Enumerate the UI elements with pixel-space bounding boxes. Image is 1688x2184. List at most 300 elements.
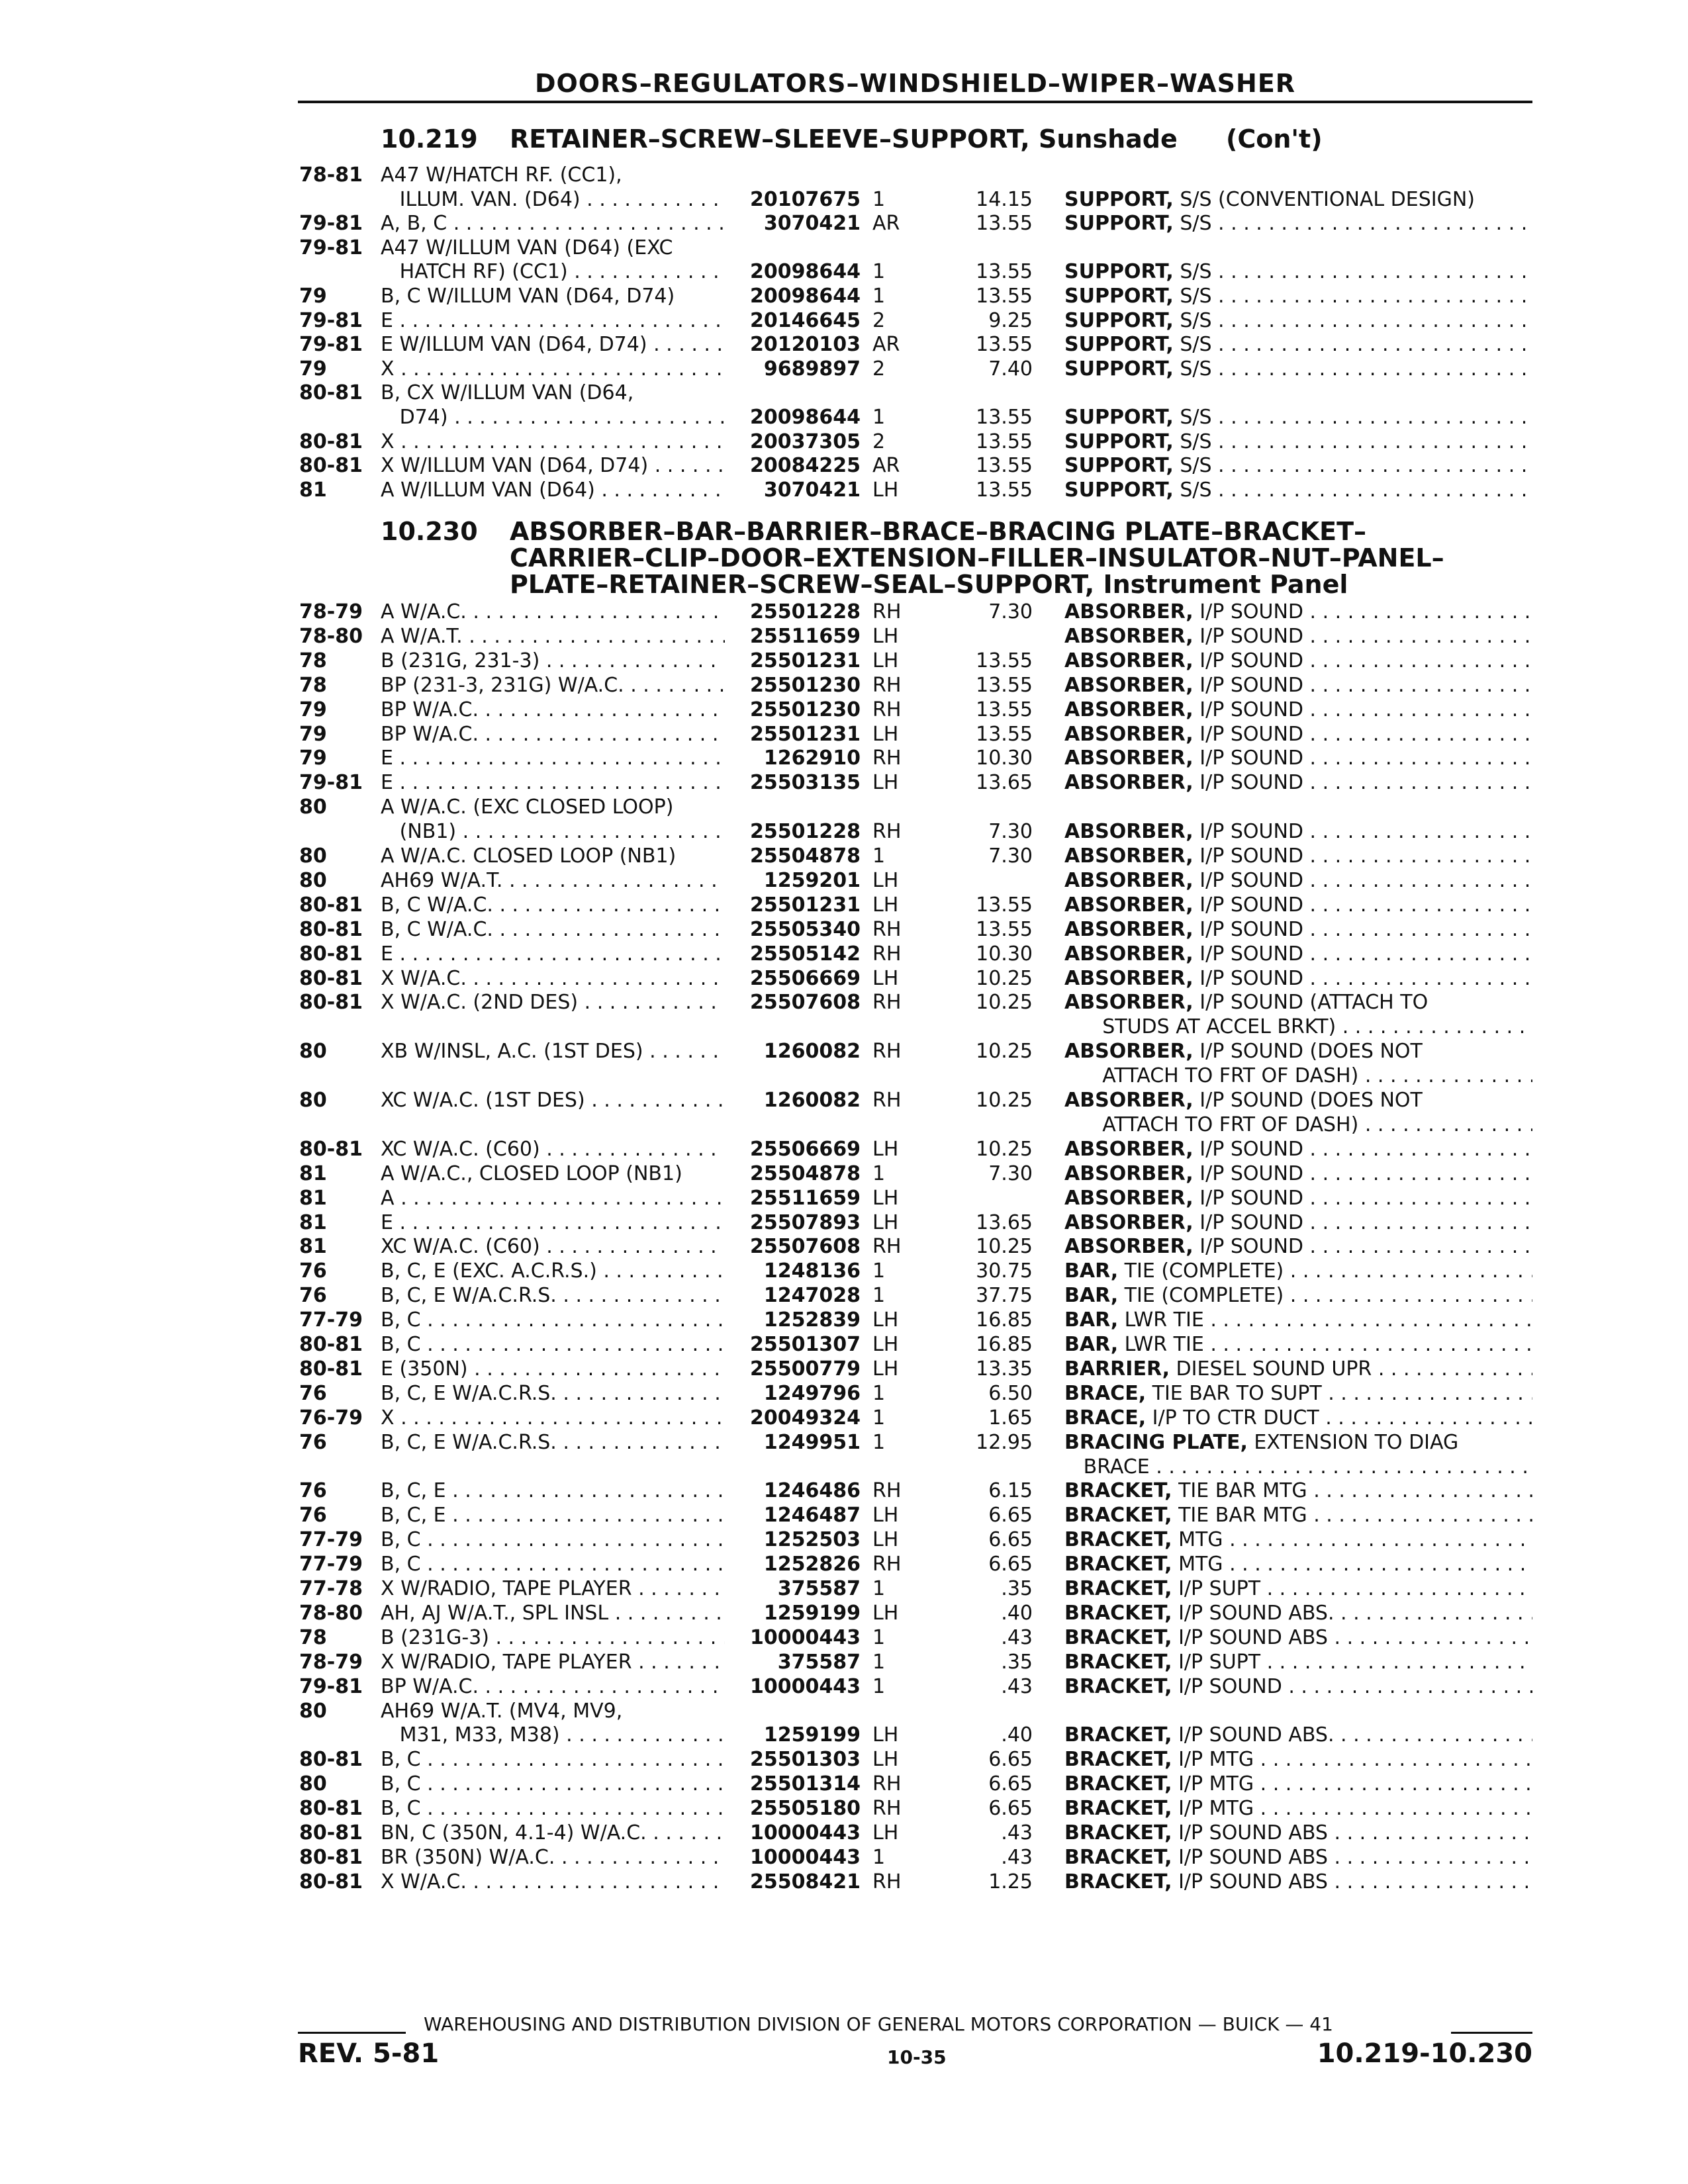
year-cell: 76 <box>299 1284 327 1308</box>
part-description: EXTENSION TO DIAG <box>1247 1430 1459 1454</box>
part-name: SUPPORT, <box>1064 430 1174 453</box>
part-name: BRACKET, <box>1064 1553 1172 1576</box>
quantity-cell: 1 <box>872 1284 886 1308</box>
price-cell: 13.55 <box>976 285 1033 308</box>
year-cell: 80 <box>299 844 327 868</box>
table-row <box>0 942 1688 966</box>
description-cell <box>1064 1088 1532 1113</box>
part-description: S/S <box>1173 430 1212 453</box>
part-name: ABSORBER, <box>1064 722 1194 746</box>
year-cell: 79-81 <box>299 771 363 795</box>
table-row <box>0 381 1688 405</box>
part-number-cell: 25501231 <box>750 893 861 917</box>
part-name: BRACKET, <box>1064 1772 1172 1796</box>
model-cell: M31, M33, M38) . . . <box>381 1723 725 1747</box>
quantity-cell: LH <box>872 771 899 795</box>
part-name: BAR, <box>1064 1284 1119 1308</box>
price-cell: 6.65 <box>988 1772 1033 1796</box>
model-cell: A, B, C . . . <box>381 211 725 236</box>
year-cell: 79-81 <box>299 212 363 236</box>
year-cell: 81 <box>299 1235 327 1259</box>
description-cell <box>1064 1625 1532 1650</box>
year-cell: 80-81 <box>299 381 363 405</box>
year-cell: 76 <box>299 1479 327 1503</box>
quantity-cell: LH <box>872 1821 899 1844</box>
quantity-cell: LH <box>872 1723 899 1747</box>
quantity-cell: AR <box>872 454 900 478</box>
quantity-cell: RH <box>872 820 902 844</box>
part-description: I/P SOUND <box>1193 624 1303 648</box>
price-cell: 6.65 <box>988 1528 1033 1552</box>
description-cell <box>1064 893 1532 917</box>
model-cell: B, C, E W/A.C.R.S. . . . <box>381 1430 725 1455</box>
part-name: ABSORBER, <box>1064 1210 1194 1234</box>
part-name: BRACKET, <box>1064 1650 1172 1674</box>
part-name: BRACKET, <box>1064 1577 1172 1600</box>
year-cell: 79-81 <box>299 308 363 332</box>
year-cell: 80-81 <box>299 991 363 1015</box>
description-cell <box>1064 187 1532 212</box>
year-cell: 80-81 <box>299 1797 363 1821</box>
part-name: BRACKET, <box>1064 1748 1172 1772</box>
price-cell: .43 <box>1001 1674 1033 1698</box>
part-description: I/P SOUND <box>1172 1674 1282 1698</box>
price-cell: 6.65 <box>988 1553 1033 1576</box>
year-cell: 79 <box>299 285 327 308</box>
part-description: I/P SOUND <box>1193 747 1303 770</box>
table-row <box>0 236 1688 260</box>
model-cell: X W/RADIO, TAPE PLAYER . . . <box>381 1576 725 1601</box>
price-cell: 13.55 <box>976 478 1033 502</box>
year-cell: 78-79 <box>299 1650 363 1674</box>
model-cell: B, C . . . <box>381 1796 725 1821</box>
description-cell <box>1064 1796 1532 1821</box>
table-row <box>0 1186 1688 1210</box>
quantity-cell: LH <box>872 1528 899 1552</box>
model-cell: A W/A.C. . . . <box>381 600 725 624</box>
price-cell: 10.30 <box>976 942 1033 966</box>
price-cell: .43 <box>1001 1821 1033 1844</box>
part-description: I/P SOUND <box>1193 942 1303 966</box>
year-cell: 78 <box>299 1625 327 1649</box>
quantity-cell: LH <box>872 722 899 746</box>
part-number-cell: 25501314 <box>750 1772 861 1796</box>
part-name: ABSORBER, <box>1064 942 1194 966</box>
model-cell: B, C W/ILLUM VAN (D64, D74) <box>381 285 675 308</box>
model-cell: B, C . . . <box>381 1747 725 1772</box>
quantity-cell: 1 <box>872 260 886 284</box>
model-cell: B, C, E . . . <box>381 1479 725 1503</box>
part-name: BRACKET, <box>1064 1479 1172 1503</box>
part-description: I/P MTG <box>1172 1748 1254 1772</box>
price-cell: 13.55 <box>976 698 1033 721</box>
year-cell: 80 <box>299 1089 327 1112</box>
description-cell <box>1064 1210 1532 1235</box>
part-description: I/P SOUND <box>1193 893 1303 917</box>
part-description: I/P SOUND <box>1193 1137 1303 1161</box>
price-cell: 1.25 <box>988 1870 1033 1893</box>
part-name: SUPPORT, <box>1064 308 1174 332</box>
table-row <box>0 1357 1688 1381</box>
part-name: BRACING PLATE, <box>1064 1430 1248 1454</box>
part-name: BRACKET, <box>1064 1821 1172 1844</box>
model-cell: BP (231-3, 231G) W/A.C. . . . <box>381 673 725 698</box>
quantity-cell: 2 <box>872 357 886 381</box>
description-cell <box>1064 649 1532 673</box>
description-cell <box>1064 600 1532 624</box>
model-cell: E . . . <box>381 308 725 333</box>
table-row <box>0 1259 1688 1283</box>
part-description: I/P SOUND ABS <box>1172 1625 1328 1649</box>
table-row <box>0 1576 1688 1601</box>
description-cell <box>1064 1161 1532 1186</box>
part-number-cell: 25501231 <box>750 649 861 672</box>
table-row <box>0 1796 1688 1821</box>
table-row <box>0 478 1688 502</box>
part-description: I/P SOUND <box>1193 698 1303 721</box>
price-cell: 13.55 <box>976 260 1033 284</box>
year-cell: 76 <box>299 1259 327 1283</box>
part-description: TIE BAR MTG <box>1172 1504 1307 1527</box>
part-description: I/P SOUND (ATTACH TO <box>1193 991 1429 1015</box>
model-cell: B, CX W/ILLUM VAN (D64, <box>381 381 634 405</box>
part-number-cell: 1246486 <box>763 1479 861 1503</box>
part-description: I/P SOUND <box>1193 844 1303 868</box>
model-cell: A W/A.C. (EXC CLOSED LOOP) <box>381 796 674 819</box>
quantity-cell: RH <box>872 991 902 1015</box>
table-row <box>0 1503 1688 1527</box>
year-cell: 80-81 <box>299 1333 363 1356</box>
table-row <box>0 163 1688 187</box>
table-row <box>0 1015 1688 1039</box>
model-cell: B, C, E (EXC. A.C.R.S.) . . . <box>381 1259 725 1283</box>
model-cell: (NB1) . . . <box>381 819 725 844</box>
price-cell: 13.55 <box>976 406 1033 429</box>
part-name: ABSORBER, <box>1064 1137 1194 1161</box>
year-cell: 77-78 <box>299 1577 363 1600</box>
table-row <box>0 844 1688 868</box>
part-name: SUPPORT, <box>1064 285 1174 308</box>
model-cell: X . . . <box>381 1406 725 1430</box>
description-cell <box>1064 284 1532 308</box>
year-cell: 76-79 <box>299 1406 363 1430</box>
model-cell: XB W/INSL, A.C. (1ST DES) . . . <box>381 1039 725 1064</box>
part-number-cell: 25503135 <box>750 771 861 795</box>
quantity-cell: LH <box>872 1504 899 1527</box>
quantity-cell: LH <box>872 1137 899 1161</box>
quantity-cell: LH <box>872 1333 899 1356</box>
model-cell: X W/RADIO, TAPE PLAYER . . . <box>381 1650 725 1674</box>
table-row <box>0 1332 1688 1357</box>
footer-revision: REV. 5-81 <box>298 2038 440 2069</box>
part-description: TIE BAR TO SUPT <box>1146 1381 1322 1405</box>
description-cell <box>1064 1552 1532 1576</box>
price-cell: .35 <box>1001 1577 1033 1600</box>
description-cell <box>1064 1503 1532 1527</box>
part-description: I/P SOUND <box>1193 1235 1303 1259</box>
price-cell: 10.25 <box>976 991 1033 1015</box>
part-number-cell: 1247028 <box>763 1284 861 1308</box>
table-row <box>0 624 1688 649</box>
quantity-cell: 1 <box>872 844 886 868</box>
description-cell <box>1064 1234 1532 1259</box>
part-name: ABSORBER, <box>1064 649 1194 672</box>
part-name: BAR, <box>1064 1333 1119 1356</box>
part-number-cell: 1259201 <box>763 868 861 892</box>
model-cell: X . . . <box>381 357 725 381</box>
price-cell: 13.55 <box>976 212 1033 236</box>
model-cell: B, C, E . . . <box>381 1503 725 1527</box>
price-cell: 10.25 <box>976 1137 1033 1161</box>
part-number-cell: 25507608 <box>750 1235 861 1259</box>
part-number-cell: 25505340 <box>750 917 861 941</box>
part-number-cell: 20107675 <box>750 187 861 211</box>
section-title-rest: Sunshade <box>1038 124 1178 154</box>
price-cell: .43 <box>1001 1845 1033 1869</box>
year-cell: 80 <box>299 868 327 892</box>
price-cell: .40 <box>1001 1723 1033 1747</box>
part-name: BRACKET, <box>1064 1528 1172 1552</box>
part-name: BRACKET, <box>1064 1674 1172 1698</box>
quantity-cell: RH <box>872 1479 902 1503</box>
model-cell: A . . . <box>381 1186 725 1210</box>
table-row <box>0 868 1688 893</box>
quantity-cell: RH <box>872 1089 902 1112</box>
description-cell <box>1064 1357 1532 1381</box>
year-cell: 79 <box>299 357 327 381</box>
table-row <box>0 1870 1688 1894</box>
part-number-cell: 10000443 <box>750 1821 861 1844</box>
footer-division: WAREHOUSING AND DISTRIBUTION DIVISION OF GENERAL MOTORS CORPORATION — BUICK — 41 <box>424 2013 1333 2035</box>
part-name: BRACKET, <box>1064 1845 1172 1869</box>
model-cell: B, C . . . <box>381 1772 725 1796</box>
year-cell: 78-80 <box>299 1601 363 1625</box>
part-description: S/S <box>1173 454 1212 478</box>
year-cell: 79 <box>299 722 327 746</box>
part-number-cell: 25505180 <box>750 1797 861 1821</box>
price-cell: 12.95 <box>976 1430 1033 1454</box>
part-name: BRACKET, <box>1064 1797 1172 1821</box>
quantity-cell: LH <box>872 649 899 672</box>
part-name: ABSORBER, <box>1064 844 1194 868</box>
year-cell: 80-81 <box>299 1357 363 1381</box>
part-description: I/P SOUND ABS <box>1172 1821 1328 1844</box>
part-number-cell: 1260082 <box>763 1040 861 1064</box>
price-cell: 13.55 <box>976 893 1033 917</box>
part-name: BAR, <box>1064 1308 1119 1332</box>
description-cell <box>1064 770 1532 795</box>
model-cell: A W/A.T. . . . <box>381 624 725 649</box>
part-number-cell: 20098644 <box>750 285 861 308</box>
model-cell: XC W/A.C. (C60) . . . <box>381 1234 725 1259</box>
quantity-cell: LH <box>872 1748 899 1772</box>
description-cell <box>1064 942 1532 966</box>
part-number-cell: 1246487 <box>763 1504 861 1527</box>
model-cell: A W/ILLUM VAN (D64) . . . <box>381 478 725 502</box>
table-row <box>0 1210 1688 1235</box>
year-cell: 78-79 <box>299 600 363 623</box>
year-cell: 79-81 <box>299 236 363 259</box>
quantity-cell: 1 <box>872 1381 886 1405</box>
table-row <box>0 1821 1688 1845</box>
part-name: ABSORBER, <box>1064 771 1194 795</box>
year-cell: 78 <box>299 673 327 697</box>
part-number-cell: 1262910 <box>763 747 861 770</box>
part-description: I/P SOUND <box>1193 1186 1303 1210</box>
year-cell: 80 <box>299 796 327 819</box>
part-name: SUPPORT, <box>1064 454 1174 478</box>
quantity-cell: RH <box>872 673 902 697</box>
part-name: SUPPORT, <box>1064 212 1174 236</box>
quantity-cell: 1 <box>872 1259 886 1283</box>
table-row <box>0 284 1688 308</box>
price-cell: 13.55 <box>976 430 1033 453</box>
year-cell: 79-81 <box>299 333 363 357</box>
quantity-cell: AR <box>872 333 900 357</box>
description-cell <box>1064 1381 1532 1406</box>
description-cell <box>1064 966 1532 991</box>
description-cell <box>1064 1430 1532 1455</box>
description-cell <box>1064 1821 1532 1845</box>
part-description: I/P SOUND <box>1193 673 1303 697</box>
model-cell: B, C . . . <box>381 1332 725 1357</box>
table-row <box>0 1283 1688 1308</box>
table-row <box>0 1674 1688 1699</box>
quantity-cell: 1 <box>872 285 886 308</box>
table-row <box>0 1601 1688 1625</box>
part-description: I/P SOUND ABS. <box>1172 1601 1335 1625</box>
part-name: ABSORBER, <box>1064 966 1194 990</box>
year-cell: 80-81 <box>299 893 363 917</box>
description-cell <box>1064 1479 1532 1503</box>
year-cell: 80-81 <box>299 454 363 478</box>
table-row <box>0 1455 1688 1479</box>
model-cell: E (350N) . . . <box>381 1357 725 1381</box>
model-cell: X W/A.C. . . . <box>381 1870 725 1894</box>
price-cell: 13.55 <box>976 917 1033 941</box>
part-name: SUPPORT, <box>1064 406 1174 429</box>
table-row <box>0 357 1688 381</box>
part-name: BRACE, <box>1064 1406 1147 1430</box>
price-cell: 10.25 <box>976 1089 1033 1112</box>
part-description: I/P SOUND (DOES NOT <box>1193 1089 1423 1112</box>
part-name: ABSORBER, <box>1064 1235 1194 1259</box>
table-row <box>0 332 1688 357</box>
price-cell: 10.25 <box>976 1235 1033 1259</box>
model-cell: E . . . <box>381 1210 725 1235</box>
part-number-cell: 25504878 <box>750 1161 861 1185</box>
page-header-title: DOORS–REGULATORS–WINDSHIELD–WIPER–WASHER <box>534 69 1296 98</box>
description-cell <box>1064 1186 1532 1210</box>
price-cell: 7.30 <box>988 820 1033 844</box>
description-cell <box>1064 868 1532 893</box>
part-description: S/S <box>1173 285 1212 308</box>
year-cell: 81 <box>299 1210 327 1234</box>
part-description: LWR TIE <box>1118 1308 1204 1332</box>
price-cell: 6.65 <box>988 1504 1033 1527</box>
part-name: BRACKET, <box>1064 1601 1172 1625</box>
model-cell: B, C, E W/A.C.R.S. . . . <box>381 1381 725 1406</box>
part-name: ABSORBER, <box>1064 698 1194 721</box>
model-cell: BP W/A.C. . . . <box>381 722 725 747</box>
model-cell: B, C . . . <box>381 1552 725 1576</box>
quantity-cell: 1 <box>872 187 886 211</box>
year-cell: 80-81 <box>299 942 363 966</box>
header-rule <box>298 101 1532 103</box>
year-cell: 77-79 <box>299 1308 363 1332</box>
quantity-cell: AR <box>872 212 900 236</box>
year-cell: 78-81 <box>299 163 363 187</box>
model-cell: BP W/A.C. . . . <box>381 1674 725 1699</box>
price-cell: 14.15 <box>976 187 1033 211</box>
description-cell <box>1064 722 1532 747</box>
section-title-10-230 <box>381 518 1444 598</box>
part-number-cell: 25500779 <box>750 1357 861 1381</box>
description-cell <box>1064 430 1532 454</box>
model-cell: A47 W/ILLUM VAN (D64) (EXC <box>381 236 673 259</box>
section-number: 10.219 <box>381 124 478 154</box>
year-cell: 81 <box>299 478 327 502</box>
quantity-cell: RH <box>872 1772 902 1796</box>
price-cell: 1.65 <box>988 1406 1033 1430</box>
quantity-cell: 1 <box>872 1650 886 1674</box>
part-number-cell: 25504878 <box>750 844 861 868</box>
table-row <box>0 1406 1688 1430</box>
description-cell <box>1064 1772 1532 1796</box>
table-row <box>0 1430 1688 1455</box>
year-cell: 80-81 <box>299 966 363 990</box>
description-cell <box>1064 259 1532 284</box>
year-cell: 78-80 <box>299 624 363 648</box>
model-cell: D74) . . . <box>381 405 725 430</box>
part-name: ABSORBER, <box>1064 1186 1194 1210</box>
description-cell <box>1064 1747 1532 1772</box>
part-description: S/S (CONVENTIONAL DESIGN) <box>1173 187 1476 211</box>
description-cell <box>1064 1064 1532 1088</box>
model-cell: A47 W/HATCH RF. (CC1), <box>381 163 622 187</box>
quantity-cell: LH <box>872 1357 899 1381</box>
table-row <box>0 1723 1688 1747</box>
price-cell: 7.30 <box>988 844 1033 868</box>
part-description: S/S <box>1173 478 1212 502</box>
part-number-cell: 1249796 <box>763 1381 861 1405</box>
description-cell <box>1064 211 1532 236</box>
price-cell: 6.50 <box>988 1381 1033 1405</box>
description-cell <box>1064 1576 1532 1601</box>
part-number-cell: 25506669 <box>750 966 861 990</box>
section-title-line-2: CARRIER–CLIP–DOOR–EXTENSION–FILLER–INSULATOR–NUT–PANEL– <box>510 543 1444 572</box>
part-name: ABSORBER, <box>1064 820 1194 844</box>
year-cell: 76 <box>299 1381 327 1405</box>
quantity-cell: RH <box>872 1553 902 1576</box>
table-row <box>0 966 1688 991</box>
part-name: SUPPORT, <box>1064 333 1174 357</box>
price-cell: 13.55 <box>976 333 1033 357</box>
part-description: TIE BAR MTG <box>1172 1479 1307 1503</box>
part-number-cell: 9689897 <box>763 357 861 381</box>
quantity-cell: RH <box>872 698 902 721</box>
model-cell: B (231G-3) . . . <box>381 1625 725 1650</box>
price-cell: 7.40 <box>988 357 1033 381</box>
part-number-cell: 25501303 <box>750 1748 861 1772</box>
section-title-10-219 <box>381 124 1323 154</box>
description-cell <box>1064 1650 1532 1674</box>
price-cell: 10.25 <box>976 966 1033 990</box>
price-cell: 10.25 <box>976 1040 1033 1064</box>
table-row <box>0 600 1688 624</box>
part-name: BRACKET, <box>1064 1504 1172 1527</box>
description-cell <box>1064 1674 1532 1699</box>
